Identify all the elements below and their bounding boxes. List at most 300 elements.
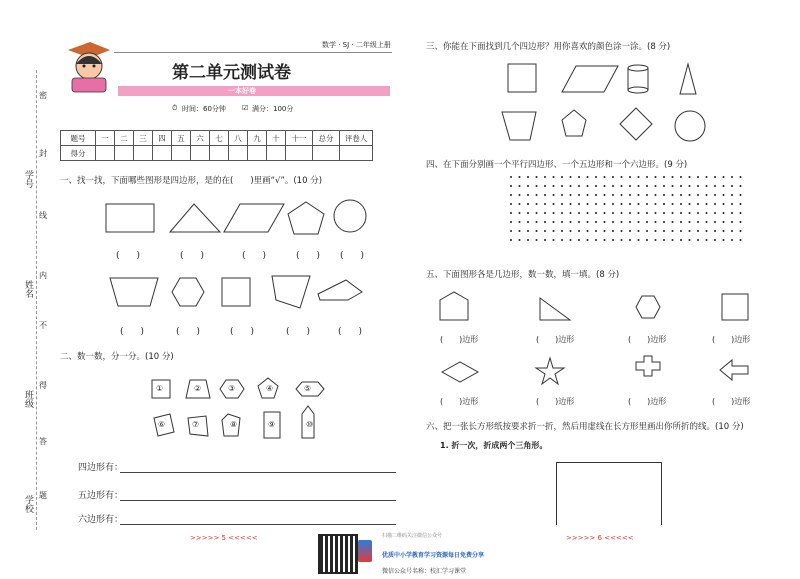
grid-dot bbox=[689, 185, 691, 187]
hexagon-label: 六边形有： bbox=[78, 515, 124, 525]
grid-dot bbox=[612, 176, 614, 178]
grid-dot bbox=[706, 185, 708, 187]
grid-dot bbox=[663, 176, 665, 178]
grid-dot bbox=[536, 185, 538, 187]
score-input[interactable] bbox=[210, 146, 229, 161]
grid-dot bbox=[621, 239, 623, 241]
grid-dot bbox=[646, 194, 648, 196]
score-input[interactable] bbox=[191, 146, 210, 161]
polygon-answer[interactable]: ( )边形 bbox=[712, 397, 751, 406]
grid-dot bbox=[519, 239, 521, 241]
quadrilateral-answer-line[interactable] bbox=[120, 472, 396, 473]
brand-logo-icon bbox=[358, 540, 372, 562]
badge-label: 一本好卷 bbox=[228, 87, 256, 95]
answer-paren[interactable]: ( ) bbox=[340, 251, 369, 261]
score-input[interactable] bbox=[340, 146, 373, 161]
student-id-label: 学号 bbox=[23, 170, 33, 188]
grid-dot bbox=[561, 185, 563, 187]
grid-dot bbox=[621, 230, 623, 232]
grid-dot bbox=[553, 185, 555, 187]
grid-dot bbox=[706, 194, 708, 196]
grid-dot bbox=[544, 194, 546, 196]
seal-char: 答 bbox=[39, 437, 47, 446]
grid-dot bbox=[612, 230, 614, 232]
q2-shapes bbox=[146, 374, 346, 444]
answer-paren[interactable]: ( ) bbox=[176, 327, 205, 337]
grid-dot bbox=[553, 194, 555, 196]
answer-paren[interactable]: ( ) bbox=[120, 327, 149, 337]
grid-dot bbox=[519, 212, 521, 214]
grid-dot bbox=[638, 185, 640, 187]
promo-text: 优质中小学教育学习资源每日免费分享 bbox=[382, 552, 485, 559]
grid-dot bbox=[595, 185, 597, 187]
score-cell: 十 bbox=[267, 131, 286, 146]
grid-dot bbox=[510, 230, 512, 232]
answer-paren[interactable]: ( ) bbox=[230, 327, 259, 337]
grid-dot bbox=[723, 230, 725, 232]
grid-dot bbox=[527, 221, 529, 223]
grid-dot bbox=[680, 212, 682, 214]
clock-icon: ⏱ bbox=[172, 104, 178, 112]
seal-char: 得 bbox=[39, 381, 47, 390]
grid-dot bbox=[578, 194, 580, 196]
score-cell: 得分 bbox=[61, 146, 96, 161]
grid-dot bbox=[527, 203, 529, 205]
grid-dot bbox=[663, 221, 665, 223]
grid-dot bbox=[510, 194, 512, 196]
grid-dot bbox=[646, 230, 648, 232]
score-cell: 五 bbox=[172, 131, 191, 146]
shape-number: ⑨ bbox=[268, 420, 276, 429]
grid-dot bbox=[621, 212, 623, 214]
grid-dot bbox=[740, 176, 742, 178]
grid-dot bbox=[646, 239, 648, 241]
polygon-answer[interactable]: ( )边形 bbox=[712, 335, 751, 344]
grid-dot bbox=[655, 194, 657, 196]
grid-dot bbox=[527, 230, 529, 232]
answer-paren[interactable]: ( ) bbox=[180, 251, 209, 261]
grid-dot bbox=[629, 212, 631, 214]
grid-dot bbox=[544, 239, 546, 241]
grid-dot bbox=[646, 221, 648, 223]
q5-title: 五、下面图形各是几边形，数一数，填一填。(8 分) bbox=[426, 270, 620, 280]
grid-dot bbox=[544, 185, 546, 187]
grid-dot bbox=[587, 176, 589, 178]
seal-char: 内 bbox=[39, 271, 47, 280]
hexagon-answer-line[interactable] bbox=[120, 524, 396, 525]
grid-dot bbox=[629, 176, 631, 178]
grid-dot bbox=[604, 203, 606, 205]
grid-dot bbox=[663, 203, 665, 205]
grid-dot bbox=[723, 203, 725, 205]
grid-dot bbox=[595, 221, 597, 223]
grid-dot bbox=[689, 212, 691, 214]
grid-dot bbox=[714, 239, 716, 241]
grid-dot bbox=[621, 203, 623, 205]
grid-dot bbox=[731, 176, 733, 178]
grid-dot bbox=[578, 176, 580, 178]
grid-dot bbox=[510, 176, 512, 178]
shape-number: ⑧ bbox=[230, 420, 238, 429]
grid-dot bbox=[740, 194, 742, 196]
shape-number: ⑤ bbox=[304, 384, 312, 393]
grid-dot bbox=[731, 194, 733, 196]
paper-rectangle[interactable] bbox=[556, 462, 662, 525]
score-input[interactable] bbox=[313, 146, 340, 161]
grid-dot bbox=[629, 230, 631, 232]
grid-dot bbox=[561, 239, 563, 241]
score-input[interactable] bbox=[96, 146, 115, 161]
grid-dot bbox=[731, 212, 733, 214]
grid-dot bbox=[587, 239, 589, 241]
header-rule bbox=[114, 52, 392, 53]
grid-dot bbox=[706, 239, 708, 241]
grid-dot bbox=[527, 185, 529, 187]
shape-number: ① bbox=[156, 384, 164, 393]
grid-dot bbox=[689, 230, 691, 232]
grid-dot bbox=[536, 239, 538, 241]
grid-dot bbox=[561, 194, 563, 196]
grid-dot bbox=[680, 203, 682, 205]
grid-dot bbox=[672, 212, 674, 214]
grid-dot bbox=[731, 185, 733, 187]
grid-dot bbox=[561, 212, 563, 214]
grid-dot bbox=[519, 230, 521, 232]
grid-dot bbox=[646, 212, 648, 214]
grid-dot bbox=[561, 176, 563, 178]
grid-dot bbox=[519, 203, 521, 205]
grid-dot bbox=[595, 176, 597, 178]
grid-dot bbox=[731, 239, 733, 241]
grid-dot bbox=[655, 176, 657, 178]
grid-dot bbox=[638, 176, 640, 178]
grid-dot bbox=[663, 185, 665, 187]
grid-dot bbox=[655, 185, 657, 187]
grid-dot bbox=[527, 176, 529, 178]
q4-title: 四、在下面分别画一个平行四边形、一个五边形和一个六边形。(9 分) bbox=[426, 160, 688, 170]
dot-grid[interactable] bbox=[508, 174, 748, 248]
grid-dot bbox=[680, 185, 682, 187]
grid-dot bbox=[570, 212, 572, 214]
score-input[interactable] bbox=[153, 146, 172, 161]
grid-dot bbox=[655, 212, 657, 214]
scan-hint: 扫描二维码关注微信公众号 bbox=[382, 533, 443, 539]
grid-dot bbox=[655, 239, 657, 241]
grid-dot bbox=[510, 185, 512, 187]
score-cell: 十一 bbox=[286, 131, 313, 146]
grid-dot bbox=[553, 176, 555, 178]
grid-dot bbox=[697, 221, 699, 223]
grid-dot bbox=[638, 203, 640, 205]
grid-dot bbox=[561, 203, 563, 205]
score-input[interactable] bbox=[248, 146, 267, 161]
grid-dot bbox=[723, 194, 725, 196]
grid-dot bbox=[578, 212, 580, 214]
grid-dot bbox=[544, 230, 546, 232]
grid-dot bbox=[740, 239, 742, 241]
grid-dot bbox=[519, 185, 521, 187]
grid-dot bbox=[621, 221, 623, 223]
grid-dot bbox=[587, 185, 589, 187]
score-cell: 八 bbox=[229, 131, 248, 146]
grid-dot bbox=[570, 194, 572, 196]
grid-dot bbox=[527, 194, 529, 196]
page-number-right: >>>>> 6 <<<<< bbox=[566, 534, 634, 542]
grid-dot bbox=[595, 230, 597, 232]
grid-dot bbox=[612, 221, 614, 223]
grid-dot bbox=[714, 203, 716, 205]
grid-dot bbox=[604, 239, 606, 241]
grid-dot bbox=[689, 176, 691, 178]
grid-dot bbox=[680, 176, 682, 178]
seal-char: 封 bbox=[39, 149, 47, 158]
shape-number: ⑩ bbox=[306, 420, 314, 429]
grid-dot bbox=[663, 230, 665, 232]
grid-dot bbox=[510, 239, 512, 241]
binding-line bbox=[36, 70, 37, 530]
answer-paren[interactable]: ( ) bbox=[296, 251, 325, 261]
grid-dot bbox=[706, 203, 708, 205]
grid-dot bbox=[672, 203, 674, 205]
answer-paren[interactable]: ( ) bbox=[116, 251, 145, 261]
score-input[interactable] bbox=[172, 146, 191, 161]
grid-dot bbox=[612, 185, 614, 187]
grid-dot bbox=[646, 176, 648, 178]
grid-dot bbox=[655, 230, 657, 232]
school-label: 学校 bbox=[23, 495, 33, 513]
grid-dot bbox=[723, 176, 725, 178]
grid-dot bbox=[697, 176, 699, 178]
seal-char: 不 bbox=[39, 321, 47, 330]
grid-dot bbox=[536, 230, 538, 232]
score-input[interactable] bbox=[115, 146, 134, 161]
score-cell: 七 bbox=[210, 131, 229, 146]
score-input[interactable] bbox=[134, 146, 153, 161]
grid-dot bbox=[663, 194, 665, 196]
pentagon-answer-line[interactable] bbox=[120, 500, 396, 501]
q1-shapes bbox=[100, 196, 430, 346]
grid-dot bbox=[561, 221, 563, 223]
grid-dot bbox=[697, 212, 699, 214]
grid-dot bbox=[740, 221, 742, 223]
wechat-name: 微信公众号名称：校汇学习课堂 bbox=[382, 568, 467, 575]
score-input[interactable] bbox=[286, 146, 313, 161]
grid-dot bbox=[544, 212, 546, 214]
grid-dot bbox=[680, 239, 682, 241]
check-icon: ☑ bbox=[242, 104, 249, 112]
grid-dot bbox=[612, 212, 614, 214]
grid-dot bbox=[519, 176, 521, 178]
class-label: 班级 bbox=[23, 390, 33, 408]
grid-dot bbox=[604, 221, 606, 223]
answer-paren[interactable]: ( ) bbox=[286, 327, 315, 337]
answer-paren[interactable]: ( ) bbox=[338, 327, 367, 337]
grid-dot bbox=[510, 221, 512, 223]
grid-dot bbox=[553, 239, 555, 241]
shape-number: ⑦ bbox=[192, 420, 200, 429]
grid-dot bbox=[706, 176, 708, 178]
grid-dot bbox=[519, 194, 521, 196]
q6-title: 六、把一张长方形纸按要求折一折，然后用虚线在长方形里画出你所折的线。(10 分) bbox=[426, 422, 744, 432]
grid-dot bbox=[714, 230, 716, 232]
grid-dot bbox=[561, 230, 563, 232]
score-cell: 三 bbox=[134, 131, 153, 146]
grid-dot bbox=[587, 221, 589, 223]
grid-dot bbox=[570, 230, 572, 232]
grid-dot bbox=[646, 203, 648, 205]
grid-dot bbox=[536, 194, 538, 196]
score-input[interactable] bbox=[229, 146, 248, 161]
grid-dot bbox=[595, 203, 597, 205]
grid-dot bbox=[646, 185, 648, 187]
grid-dot bbox=[740, 212, 742, 214]
grid-dot bbox=[697, 203, 699, 205]
seal-char: 密 bbox=[39, 91, 47, 100]
grid-dot bbox=[519, 221, 521, 223]
grid-dot bbox=[536, 212, 538, 214]
score-label: 满分：100分 bbox=[252, 105, 294, 113]
polygon-answer[interactable]: ( )边形 bbox=[440, 335, 479, 344]
score-input[interactable] bbox=[267, 146, 286, 161]
grid-dot bbox=[740, 185, 742, 187]
grid-dot bbox=[697, 239, 699, 241]
grid-dot bbox=[723, 239, 725, 241]
grid-dot bbox=[587, 230, 589, 232]
grid-dot bbox=[655, 203, 657, 205]
grid-dot bbox=[723, 221, 725, 223]
grid-dot bbox=[672, 230, 674, 232]
grid-dot bbox=[510, 203, 512, 205]
grid-dot bbox=[638, 212, 640, 214]
grid-dot bbox=[629, 185, 631, 187]
grid-dot bbox=[553, 212, 555, 214]
grid-dot bbox=[680, 230, 682, 232]
shape-number: ⑥ bbox=[158, 420, 166, 429]
grid-dot bbox=[604, 194, 606, 196]
score-cell: 总分 bbox=[313, 131, 340, 146]
grid-dot bbox=[697, 230, 699, 232]
q1-title: 一、找一找，下面哪些图形是四边形，是的在( )里画“√”。(10 分) bbox=[60, 176, 323, 186]
grid-dot bbox=[731, 203, 733, 205]
grid-dot bbox=[604, 185, 606, 187]
grid-dot bbox=[689, 239, 691, 241]
grid-dot bbox=[570, 185, 572, 187]
grid-dot bbox=[612, 239, 614, 241]
grid-dot bbox=[714, 185, 716, 187]
grid-dot bbox=[697, 185, 699, 187]
grid-dot bbox=[740, 203, 742, 205]
grid-dot bbox=[638, 239, 640, 241]
page-title: 第二单元测试卷 bbox=[172, 63, 291, 83]
grid-dot bbox=[527, 239, 529, 241]
q3-shapes bbox=[496, 60, 736, 150]
grid-dot bbox=[706, 212, 708, 214]
grid-dot bbox=[570, 239, 572, 241]
polygon-answer[interactable]: ( )边形 bbox=[440, 397, 479, 406]
score-cell: 题号 bbox=[61, 131, 96, 146]
qr-code-icon bbox=[318, 534, 358, 574]
grid-dot bbox=[604, 176, 606, 178]
score-cell: 四 bbox=[153, 131, 172, 146]
grid-dot bbox=[672, 185, 674, 187]
grid-dot bbox=[714, 194, 716, 196]
grid-dot bbox=[612, 194, 614, 196]
grid-dot bbox=[680, 194, 682, 196]
grid-dot bbox=[706, 221, 708, 223]
grid-dot bbox=[604, 212, 606, 214]
grid-dot bbox=[578, 221, 580, 223]
grid-dot bbox=[723, 212, 725, 214]
grid-dot bbox=[629, 194, 631, 196]
grid-dot bbox=[714, 176, 716, 178]
quadrilateral-label: 四边形有： bbox=[78, 463, 124, 473]
grid-dot bbox=[689, 203, 691, 205]
grid-dot bbox=[697, 194, 699, 196]
grid-dot bbox=[689, 194, 691, 196]
grid-dot bbox=[587, 194, 589, 196]
grid-dot bbox=[553, 221, 555, 223]
grid-dot bbox=[655, 221, 657, 223]
score-cell: 六 bbox=[191, 131, 210, 146]
polygon-answer[interactable]: ( )边形 bbox=[536, 335, 575, 344]
grid-dot bbox=[544, 176, 546, 178]
grid-dot bbox=[740, 230, 742, 232]
grid-dot bbox=[570, 203, 572, 205]
grid-dot bbox=[536, 221, 538, 223]
subject-label: 数学 · SJ · 二年级上册 bbox=[322, 41, 391, 49]
q6-subquestion: 1. 折一次，折成两个三角形。 bbox=[440, 441, 548, 450]
grid-dot bbox=[731, 230, 733, 232]
grid-dot bbox=[578, 230, 580, 232]
seal-char: 题 bbox=[39, 491, 47, 500]
grid-dot bbox=[680, 221, 682, 223]
grid-dot bbox=[714, 212, 716, 214]
grid-dot bbox=[629, 203, 631, 205]
grid-dot bbox=[536, 176, 538, 178]
polygon-answer[interactable]: ( )边形 bbox=[628, 397, 667, 406]
polygon-answer[interactable]: ( )边形 bbox=[536, 397, 575, 406]
grid-dot bbox=[706, 230, 708, 232]
grid-dot bbox=[570, 221, 572, 223]
grid-dot bbox=[663, 239, 665, 241]
grid-dot bbox=[638, 221, 640, 223]
grid-dot bbox=[510, 212, 512, 214]
score-cell: 二 bbox=[115, 131, 134, 146]
grid-dot bbox=[587, 212, 589, 214]
grid-dot bbox=[663, 212, 665, 214]
grid-dot bbox=[638, 230, 640, 232]
grid-dot bbox=[553, 203, 555, 205]
seal-char: 线 bbox=[39, 211, 47, 220]
q3-title: 三、你能在下面找到几个四边形？用你喜欢的颜色涂一涂。(8 分) bbox=[426, 42, 671, 52]
grid-dot bbox=[621, 194, 623, 196]
answer-paren[interactable]: ( ) bbox=[242, 251, 271, 261]
page-number-left: >>>>> 5 <<<<< bbox=[190, 534, 258, 542]
pentagon-label: 五边形有： bbox=[78, 491, 124, 501]
grid-dot bbox=[578, 203, 580, 205]
grid-dot bbox=[604, 230, 606, 232]
grid-dot bbox=[595, 239, 597, 241]
grid-dot bbox=[553, 230, 555, 232]
score-cell: 一 bbox=[96, 131, 115, 146]
shape-number: ④ bbox=[266, 384, 274, 393]
polygon-answer[interactable]: ( )边形 bbox=[628, 335, 667, 344]
grid-dot bbox=[612, 203, 614, 205]
grid-dot bbox=[629, 221, 631, 223]
grid-dot bbox=[672, 194, 674, 196]
shape-number: ③ bbox=[228, 384, 236, 393]
time-label: 时间：60分钟 bbox=[182, 105, 226, 113]
